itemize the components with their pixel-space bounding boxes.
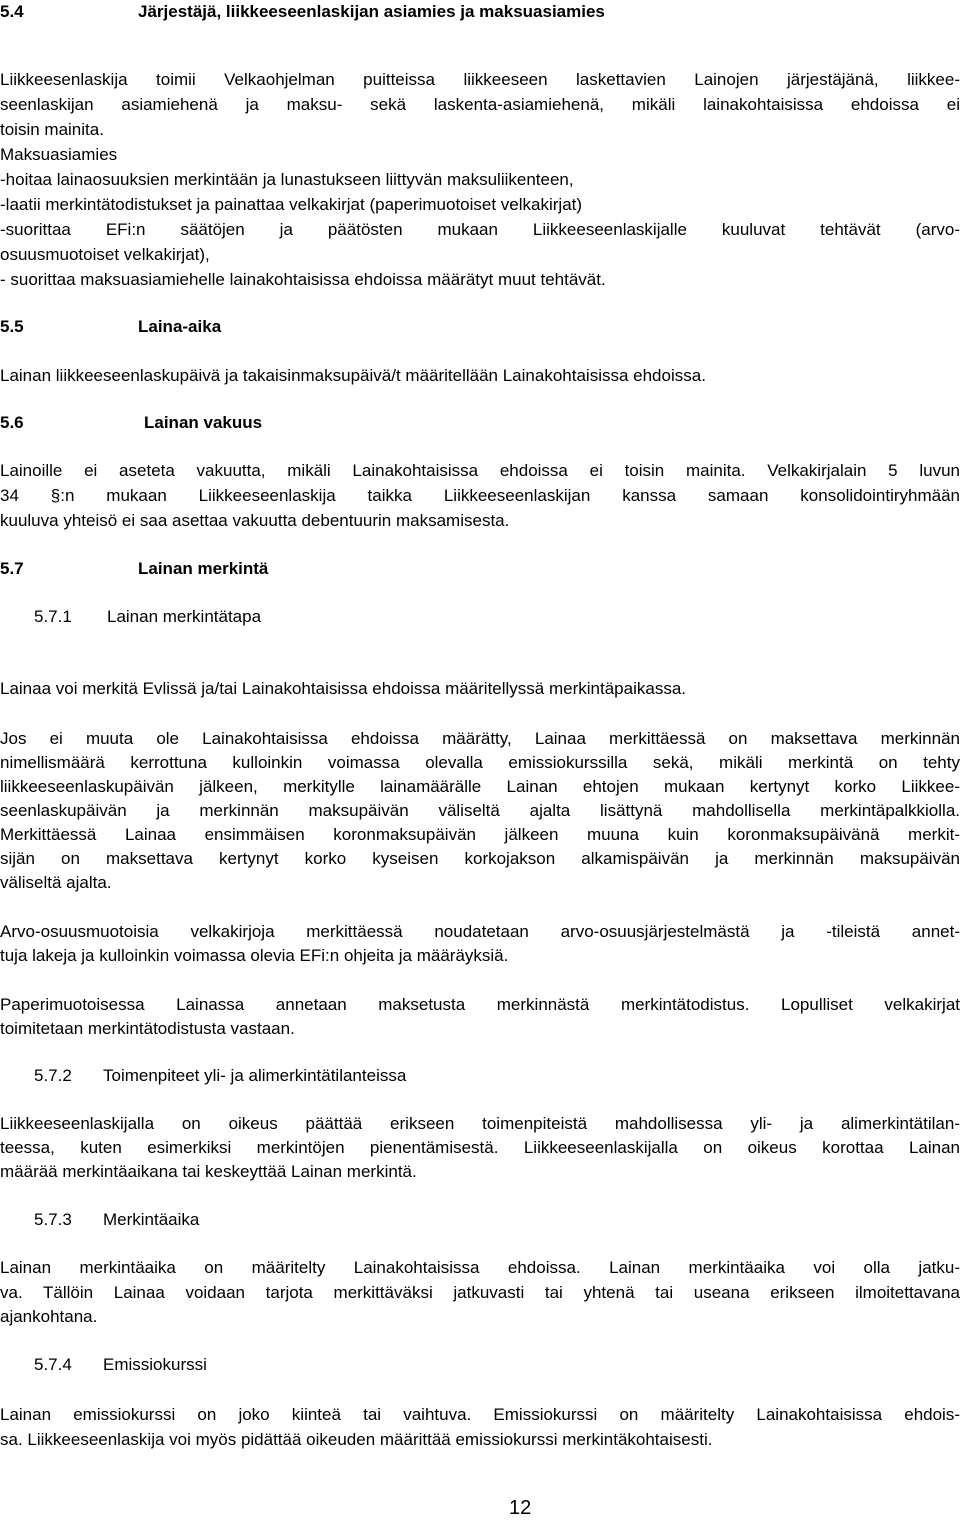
paragraph-line: nimellismäärä kerrottuna kulloinkin voimassa olevalla emissiokurssilla sekä, mikäli merkintä on tehty [0,753,960,772]
paragraph-line: seenlaskupäivän ja merkinnän maksupäivän väliseltä ajalta lisättynä mahdollisella merkintäpalkkiolla. [0,801,960,820]
list-item-continuation: osuusmuotoiset velkakirjat), [0,245,210,264]
subsection-number: 5.7.2 [34,1066,72,1085]
paragraph-line: Merkittäessä Lainaa ensimmäisen koronmaksupäivän jälkeen muuna kuin koronmaksupäivänä merkit- [0,825,960,844]
paragraph-line: toimitetaan merkintätodistusta vastaan. [0,1019,295,1038]
section-5-5-body: Lainan liikkeeseenlaskupäivä ja takaisinmaksupäivä/t määritellään Lainakohtaisissa ehdoissa. [0,366,706,385]
section-number: 5.5 [0,317,24,336]
paragraph-line: tuja lakeja ja kulloinkin voimassa olevia EFi:n ohjeita ja määräyksiä. [0,946,509,965]
paragraph-line: Maksuasiamies [0,145,118,164]
page-number: 12 [509,1497,532,1519]
section-5-7-1-paragraph-1: Lainaa voi merkitä Evlissä ja/tai Lainakohtaisissa ehdoissa määritellyssä merkintäpaikassa. [0,679,686,698]
paragraph-line: teessa, kuten esimerkiksi merkintöjen pienentämisestä. Liikkeeseenlaskijalla on oikeus korottaa Lainan [0,1138,960,1157]
paragraph-line: sijän on maksettava kertynyt korko kyseisen korkojakson alkamispäivän ja merkinnän maksupäivän [0,849,960,868]
subsection-number: 5.7.1 [34,607,72,626]
paragraph-line: Liikkeeseenlaskijalla on oikeus päättää erikseen toimenpiteistä mahdollisessa yli- ja alimerkintätilan- [0,1114,960,1133]
subsection-title: Toimenpiteet yli- ja alimerkintätilanteissa [103,1066,407,1085]
section-title: Laina-aika [138,317,222,336]
list-item: - suorittaa maksuasiamiehelle lainakohtaisissa ehdoissa määrätyt muut tehtävät. [0,270,606,289]
section-number: 5.6 [0,413,24,432]
paragraph-line: väliseltä ajalta. [0,873,112,892]
paragraph-line: 34 §:n mukaan Liikkeeseenlaskija taikka Liikkeeseenlaskijan kanssa samaan konsolidointiryhmään [0,486,960,505]
paragraph-line: va. Tällöin Lainaa voidaan tarjota merkittäväksi jatkuvasti tai yhtenä tai useana erikseen ilmoitettavana [0,1283,960,1302]
paragraph-line: ajankohtana. [0,1307,98,1326]
section-number: 5.7 [0,559,24,578]
paragraph-line: seenlaskijan asiamiehenä ja maksu- sekä laskenta-asiamiehenä, mikäli lainakohtaisissa ehdoissa ei [0,95,960,114]
list-item: -suorittaa EFi:n säätöjen ja päätösten mukaan Liikkeeseenlaskijalle kuuluvat tehtävät (arvo- [0,220,960,239]
paragraph-line: Jos ei muuta ole Lainakohtaisissa ehdoissa määrätty, Lainaa merkittäessä on maksettava merkinnän [0,729,960,748]
paragraph-line: Paperimuotoisessa Lainassa annetaan maksetusta merkinnästä merkintätodistus. Lopulliset velkakirjat [0,995,960,1014]
paragraph-line: toisin mainita. [0,120,104,139]
paragraph-line: sa. Liikkeeseenlaskija voi myös pidättää oikeuden määrittää emissiokurssi merkintäkohtaisesti. [0,1430,713,1449]
subsection-number: 5.7.4 [34,1355,72,1374]
paragraph-line: Liikkeesenlaskija toimii Velkaohjelman puitteissa liikkeeseen laskettavien Lainojen järjestäjänä, liikkee- [0,70,960,89]
section-title: Järjestäjä, liikkeeseenlaskijan asiamies ja maksuasiamies [138,2,605,21]
subsection-number: 5.7.3 [34,1210,72,1229]
list-item: -hoitaa lainaosuuksien merkintään ja lunastukseen liittyvän maksuliikenteen, [0,170,574,189]
paragraph-line: Arvo-osuusmuotoisia velkakirjoja merkittäessä noudatetaan arvo-osuusjärjestelmästä ja -tileistä annet- [0,922,960,941]
subsection-title: Emissiokurssi [103,1355,207,1374]
paragraph-line: määrää merkintäaikana tai keskeyttää Lainan merkintä. [0,1162,417,1181]
paragraph-line: Lainan emissiokurssi on joko kiinteä tai vaihtuva. Emissiokurssi on määritelty Lainakohtaisissa ehdois- [0,1405,960,1424]
subsection-title: Lainan merkintätapa [107,607,262,626]
subsection-title: Merkintäaika [103,1210,200,1229]
paragraph-line: kuuluva yhteisö ei saa asettaa vakuutta debentuurin maksamisesta. [0,511,510,530]
section-number: 5.4 [0,2,24,21]
list-item: -laatii merkintätodistukset ja painattaa velkakirjat (paperimuotoiset velkakirjat) [0,195,583,214]
section-title: Lainan merkintä [138,559,269,578]
paragraph-line: Lainan merkintäaika on määritelty Lainakohtaisissa ehdoissa. Lainan merkintäaika voi olla jatku- [0,1258,960,1277]
paragraph-line: Lainoille ei aseteta vakuutta, mikäli Lainakohtaisissa ehdoissa ei toisin mainita. Velkakirjalain 5 luvun [0,461,960,480]
section-title: Lainan vakuus [144,413,263,432]
paragraph-line: liikkeeseenlaskupäivän jälkeen, merkitylle lainamäärälle Lainan ehtojen mukaan kertynyt korko Liikkee- [0,777,960,796]
